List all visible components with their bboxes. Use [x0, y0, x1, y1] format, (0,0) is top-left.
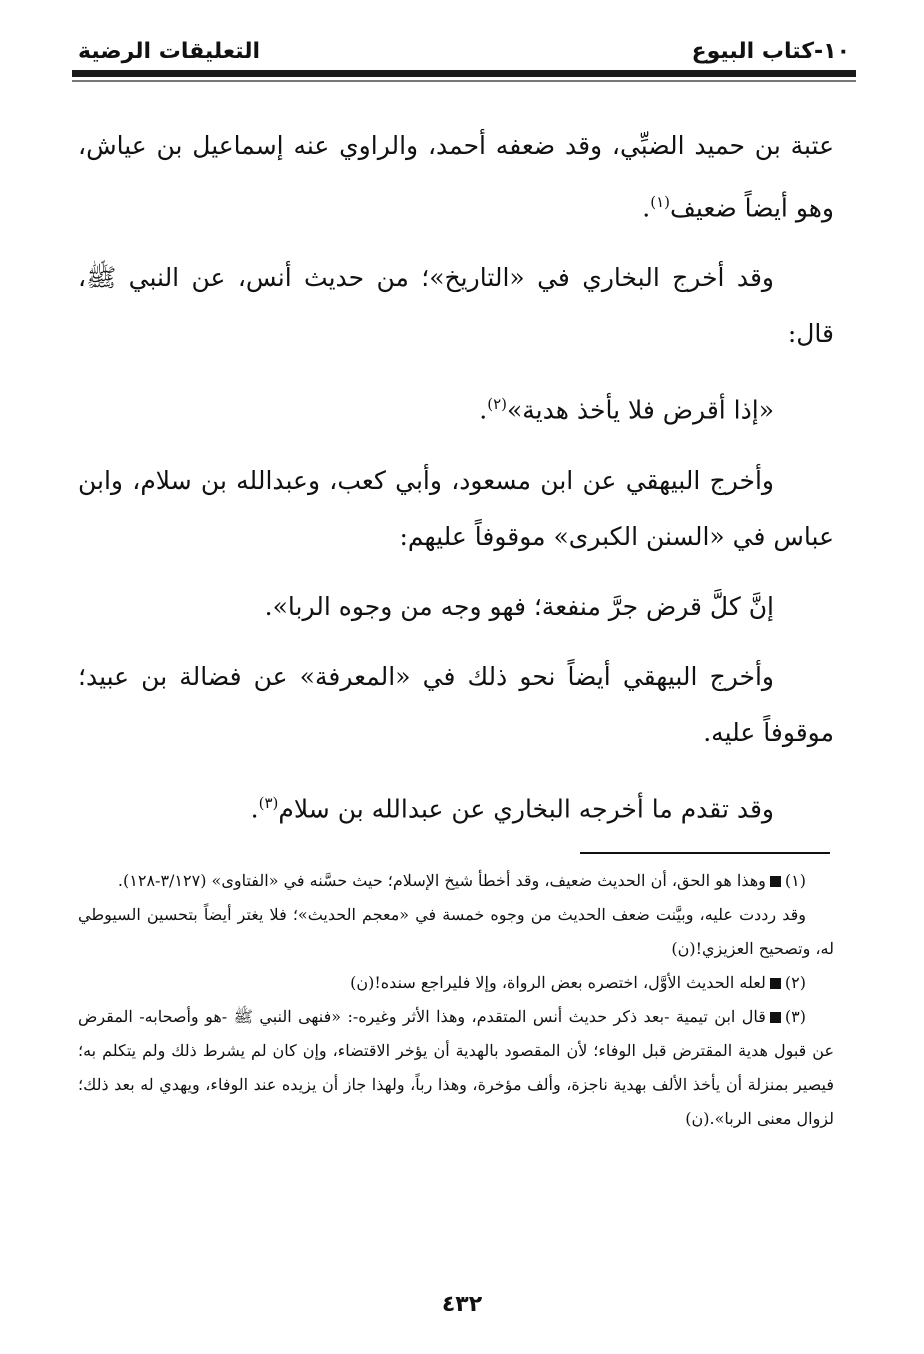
- paragraph-6: وأخرج البيهقي أيضاً نحو ذلك في «المعرفة» عن فضالة بن عبيد؛ موقوفاً عليه.: [78, 661, 834, 747]
- footnote-separator: [580, 852, 830, 854]
- footnote-ref-1: (١): [650, 193, 671, 211]
- running-header: [78, 34, 850, 68]
- header-rule-thin: [72, 80, 856, 82]
- square-marker-icon: [770, 978, 781, 989]
- footnote-3: (٣)قال ابن تيمية -بعد ذكر حديث أنس المتقدم، وهذا الأثر وغيره-: «فنهى النبي ﷺ -هو وأصحابه- المقرض عن قبول هدية المقترض قبل الوفاء؛ لأن المقصود بالهدية أن يؤخر الاقتضاء، وإن كان لم يشرط ذلك ولم يتكلم به؛ فيصير بمنزلة أن يأخذ الألف بهدية ناجزة، وألف مؤخرة، وهذا رباً، ولهذا جاز أن يزيده عند الوفاء، ويهدي له بعد ذلك؛ لزوال معنى الربا».(ن): [78, 1007, 834, 1128]
- main-text: [78, 118, 834, 837]
- footnote-1: (١)وهذا هو الحق، أن الحديث ضعيف، وقد أخطأ شيخ الإسلام؛ حيث حسَّنه في «الفتاوى» (٣/١٢٧-١٢٨).: [117, 871, 806, 890]
- footnote-1-continued: وقد رددت عليه، وبيَّنت ضعف الحديث من وجوه خمسة في «معجم الحديث»؛ فلا يغتر أيضاً بتحسين السيوطي له، وتصحيح العزيزي!(ن): [78, 905, 834, 958]
- paragraph-2: وقد أخرج البخاري في «التاريخ»؛ من حديث أنس، عن النبي ﷺ، قال:: [78, 263, 834, 349]
- paragraph-5: إنَّ كلَّ قرض جرَّ منفعة؛ فهو وجه من وجوه الربا».: [264, 591, 774, 621]
- footnote-ref-2: (٢): [487, 395, 507, 414]
- paragraph-4: وأخرج البيهقي عن ابن مسعود، وأبي كعب، وعبدالله بن سلام، وابن عباس في «السنن الكبرى» موقوفاً عليهم:: [78, 465, 834, 551]
- paragraph-3: «إذا أقرض فلا يأخذ هدية»$^{(٢)}$.: [479, 395, 774, 425]
- footnote-ref-3: (٣): [258, 793, 279, 812]
- footnotes: [78, 864, 834, 1136]
- paragraph-7: وقد تقدم ما أخرجه البخاري عن عبدالله بن سلام$^{(٣)}$.: [250, 793, 774, 823]
- page-number: ٤٣٢: [441, 1292, 483, 1317]
- square-marker-icon: [770, 1012, 781, 1023]
- chapter-title: ١٠-كتاب البيوع: [691, 38, 850, 64]
- paragraph-1: عتبة بن حميد الضبِّي، وقد ضعفه أحمد، والراوي عنه إسماعيل بن عياش، وهو أيضاً ضعيف$^{(١)}$.: [78, 131, 834, 223]
- header-rule-thick: [72, 70, 856, 77]
- book-title: التعليقات الرضية: [78, 38, 261, 64]
- square-marker-icon: [770, 876, 781, 887]
- footnote-2: (٢)لعله الحديث الأوَّل، اختصره بعض الرواة، وإلا فليراجع سنده!(ن): [350, 973, 806, 992]
